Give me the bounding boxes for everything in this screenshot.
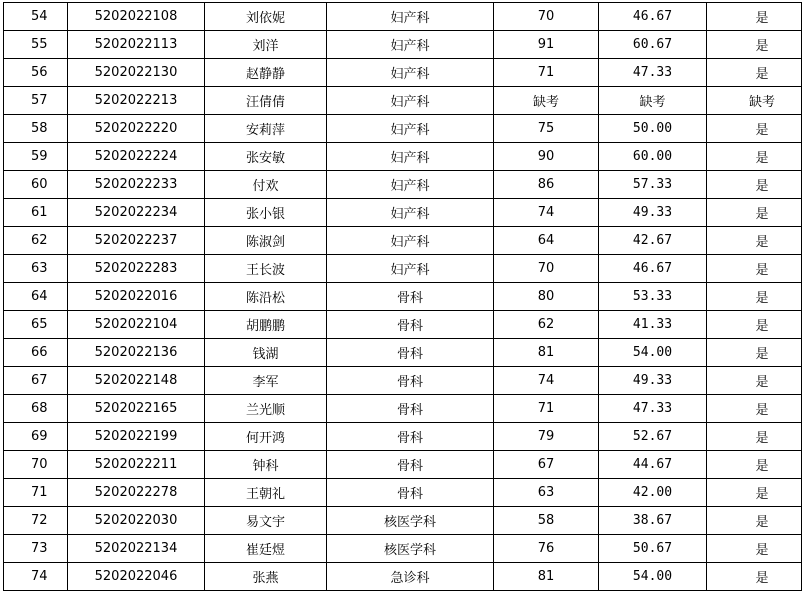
table-row [4,479,802,507]
exam-score-cell: 67 [494,451,599,479]
exam-id-cell: 5202022283 [68,255,205,283]
department-cell: 妇产科 [327,255,494,283]
qualified-status-cell: 是 [707,199,802,227]
results-table [3,2,802,591]
row-number-cell: 73 [4,535,68,563]
weighted-score-cell: 47.33 [599,395,707,423]
weighted-score-cell: 49.33 [599,199,707,227]
weighted-score-cell: 缺考 [599,87,707,115]
candidate-name-cell: 陈淑剑 [205,227,327,255]
table-row [4,143,802,171]
qualified-status-cell: 是 [707,451,802,479]
exam-score-cell: 71 [494,59,599,87]
qualified-status-cell: 是 [707,59,802,87]
exam-id-cell: 5202022211 [68,451,205,479]
department-cell: 妇产科 [327,31,494,59]
department-cell: 骨科 [327,311,494,339]
table-row [4,31,802,59]
weighted-score-cell: 60.00 [599,143,707,171]
weighted-score-cell: 50.67 [599,535,707,563]
qualified-status-cell: 是 [707,563,802,591]
qualified-status-cell: 是 [707,143,802,171]
exam-id-cell: 5202022134 [68,535,205,563]
table-row [4,115,802,143]
qualified-status-cell: 是 [707,367,802,395]
table-row [4,507,802,535]
candidate-name-cell: 张小银 [205,199,327,227]
table-row [4,255,802,283]
department-cell: 骨科 [327,451,494,479]
weighted-score-cell: 46.67 [599,255,707,283]
row-number-cell: 72 [4,507,68,535]
candidate-name-cell: 胡鹏鹏 [205,311,327,339]
exam-score-cell: 63 [494,479,599,507]
row-number-cell: 60 [4,171,68,199]
exam-score-cell: 90 [494,143,599,171]
weighted-score-cell: 60.67 [599,31,707,59]
weighted-score-cell: 42.67 [599,227,707,255]
table-row [4,227,802,255]
exam-score-cell: 80 [494,283,599,311]
exam-id-cell: 5202022199 [68,423,205,451]
exam-id-cell: 5202022104 [68,311,205,339]
department-cell: 骨科 [327,367,494,395]
table-row [4,563,802,591]
table-row [4,3,802,31]
qualified-status-cell: 是 [707,535,802,563]
row-number-cell: 68 [4,395,68,423]
candidate-name-cell: 刘依妮 [205,3,327,31]
exam-score-cell: 76 [494,535,599,563]
qualified-status-cell: 缺考 [707,87,802,115]
table-row [4,171,802,199]
candidate-name-cell: 赵静静 [205,59,327,87]
exam-score-cell: 75 [494,115,599,143]
exam-score-cell: 64 [494,227,599,255]
exam-id-cell: 5202022148 [68,367,205,395]
candidate-name-cell: 兰光顺 [205,395,327,423]
exam-id-cell: 5202022213 [68,87,205,115]
qualified-status-cell: 是 [707,171,802,199]
weighted-score-cell: 53.33 [599,283,707,311]
department-cell: 妇产科 [327,171,494,199]
exam-id-cell: 5202022030 [68,507,205,535]
table-row [4,87,802,115]
exam-score-cell: 91 [494,31,599,59]
row-number-cell: 66 [4,339,68,367]
exam-id-cell: 5202022278 [68,479,205,507]
exam-score-cell: 74 [494,367,599,395]
exam-id-cell: 5202022220 [68,115,205,143]
row-number-cell: 64 [4,283,68,311]
exam-score-cell: 62 [494,311,599,339]
weighted-score-cell: 41.33 [599,311,707,339]
candidate-name-cell: 张安敏 [205,143,327,171]
exam-id-cell: 5202022046 [68,563,205,591]
row-number-cell: 58 [4,115,68,143]
candidate-name-cell: 安莉萍 [205,115,327,143]
table-row [4,283,802,311]
qualified-status-cell: 是 [707,227,802,255]
department-cell: 骨科 [327,339,494,367]
table-row [4,423,802,451]
qualified-status-cell: 是 [707,395,802,423]
row-number-cell: 61 [4,199,68,227]
row-number-cell: 71 [4,479,68,507]
exam-id-cell: 5202022113 [68,31,205,59]
weighted-score-cell: 54.00 [599,563,707,591]
exam-score-cell: 70 [494,3,599,31]
row-number-cell: 65 [4,311,68,339]
table-row [4,535,802,563]
weighted-score-cell: 42.00 [599,479,707,507]
qualified-status-cell: 是 [707,339,802,367]
row-number-cell: 69 [4,423,68,451]
weighted-score-cell: 44.67 [599,451,707,479]
candidate-name-cell: 崔廷煜 [205,535,327,563]
exam-score-cell: 81 [494,339,599,367]
exam-score-cell: 58 [494,507,599,535]
qualified-status-cell: 是 [707,255,802,283]
department-cell: 妇产科 [327,199,494,227]
exam-score-cell: 70 [494,255,599,283]
exam-score-cell: 74 [494,199,599,227]
table-row [4,199,802,227]
table-row [4,59,802,87]
exam-id-cell: 5202022233 [68,171,205,199]
weighted-score-cell: 49.33 [599,367,707,395]
row-number-cell: 63 [4,255,68,283]
candidate-name-cell: 李军 [205,367,327,395]
qualified-status-cell: 是 [707,311,802,339]
qualified-status-cell: 是 [707,115,802,143]
weighted-score-cell: 57.33 [599,171,707,199]
exam-id-cell: 5202022130 [68,59,205,87]
row-number-cell: 74 [4,563,68,591]
candidate-name-cell: 何开鸿 [205,423,327,451]
department-cell: 急诊科 [327,563,494,591]
department-cell: 骨科 [327,283,494,311]
department-cell: 妇产科 [327,59,494,87]
weighted-score-cell: 46.67 [599,3,707,31]
row-number-cell: 56 [4,59,68,87]
department-cell: 妇产科 [327,3,494,31]
exam-score-cell: 86 [494,171,599,199]
candidate-name-cell: 王朝礼 [205,479,327,507]
row-number-cell: 62 [4,227,68,255]
exam-id-cell: 5202022234 [68,199,205,227]
exam-score-cell: 79 [494,423,599,451]
table-row [4,451,802,479]
weighted-score-cell: 38.67 [599,507,707,535]
candidate-name-cell: 陈沿松 [205,283,327,311]
candidate-name-cell: 钟科 [205,451,327,479]
candidate-name-cell: 钱湖 [205,339,327,367]
weighted-score-cell: 47.33 [599,59,707,87]
candidate-name-cell: 汪倩倩 [205,87,327,115]
qualified-status-cell: 是 [707,479,802,507]
candidate-name-cell: 付欢 [205,171,327,199]
department-cell: 妇产科 [327,227,494,255]
weighted-score-cell: 52.67 [599,423,707,451]
row-number-cell: 55 [4,31,68,59]
candidate-name-cell: 刘洋 [205,31,327,59]
weighted-score-cell: 50.00 [599,115,707,143]
row-number-cell: 67 [4,367,68,395]
row-number-cell: 59 [4,143,68,171]
department-cell: 骨科 [327,423,494,451]
exam-id-cell: 5202022237 [68,227,205,255]
row-number-cell: 54 [4,3,68,31]
department-cell: 骨科 [327,395,494,423]
exam-score-cell: 81 [494,563,599,591]
qualified-status-cell: 是 [707,507,802,535]
exam-score-cell: 71 [494,395,599,423]
table-row [4,395,802,423]
table-row [4,367,802,395]
department-cell: 妇产科 [327,143,494,171]
exam-score-cell: 缺考 [494,87,599,115]
exam-id-cell: 5202022165 [68,395,205,423]
exam-id-cell: 5202022224 [68,143,205,171]
exam-id-cell: 5202022136 [68,339,205,367]
department-cell: 骨科 [327,479,494,507]
table-body [4,3,802,591]
candidate-name-cell: 易文宇 [205,507,327,535]
weighted-score-cell: 54.00 [599,339,707,367]
department-cell: 核医学科 [327,535,494,563]
candidate-name-cell: 张燕 [205,563,327,591]
exam-id-cell: 5202022016 [68,283,205,311]
department-cell: 妇产科 [327,87,494,115]
row-number-cell: 57 [4,87,68,115]
row-number-cell: 70 [4,451,68,479]
qualified-status-cell: 是 [707,31,802,59]
qualified-status-cell: 是 [707,283,802,311]
table-row [4,339,802,367]
department-cell: 妇产科 [327,115,494,143]
qualified-status-cell: 是 [707,3,802,31]
department-cell: 核医学科 [327,507,494,535]
qualified-status-cell: 是 [707,423,802,451]
candidate-name-cell: 王长波 [205,255,327,283]
exam-id-cell: 5202022108 [68,3,205,31]
table-row [4,311,802,339]
